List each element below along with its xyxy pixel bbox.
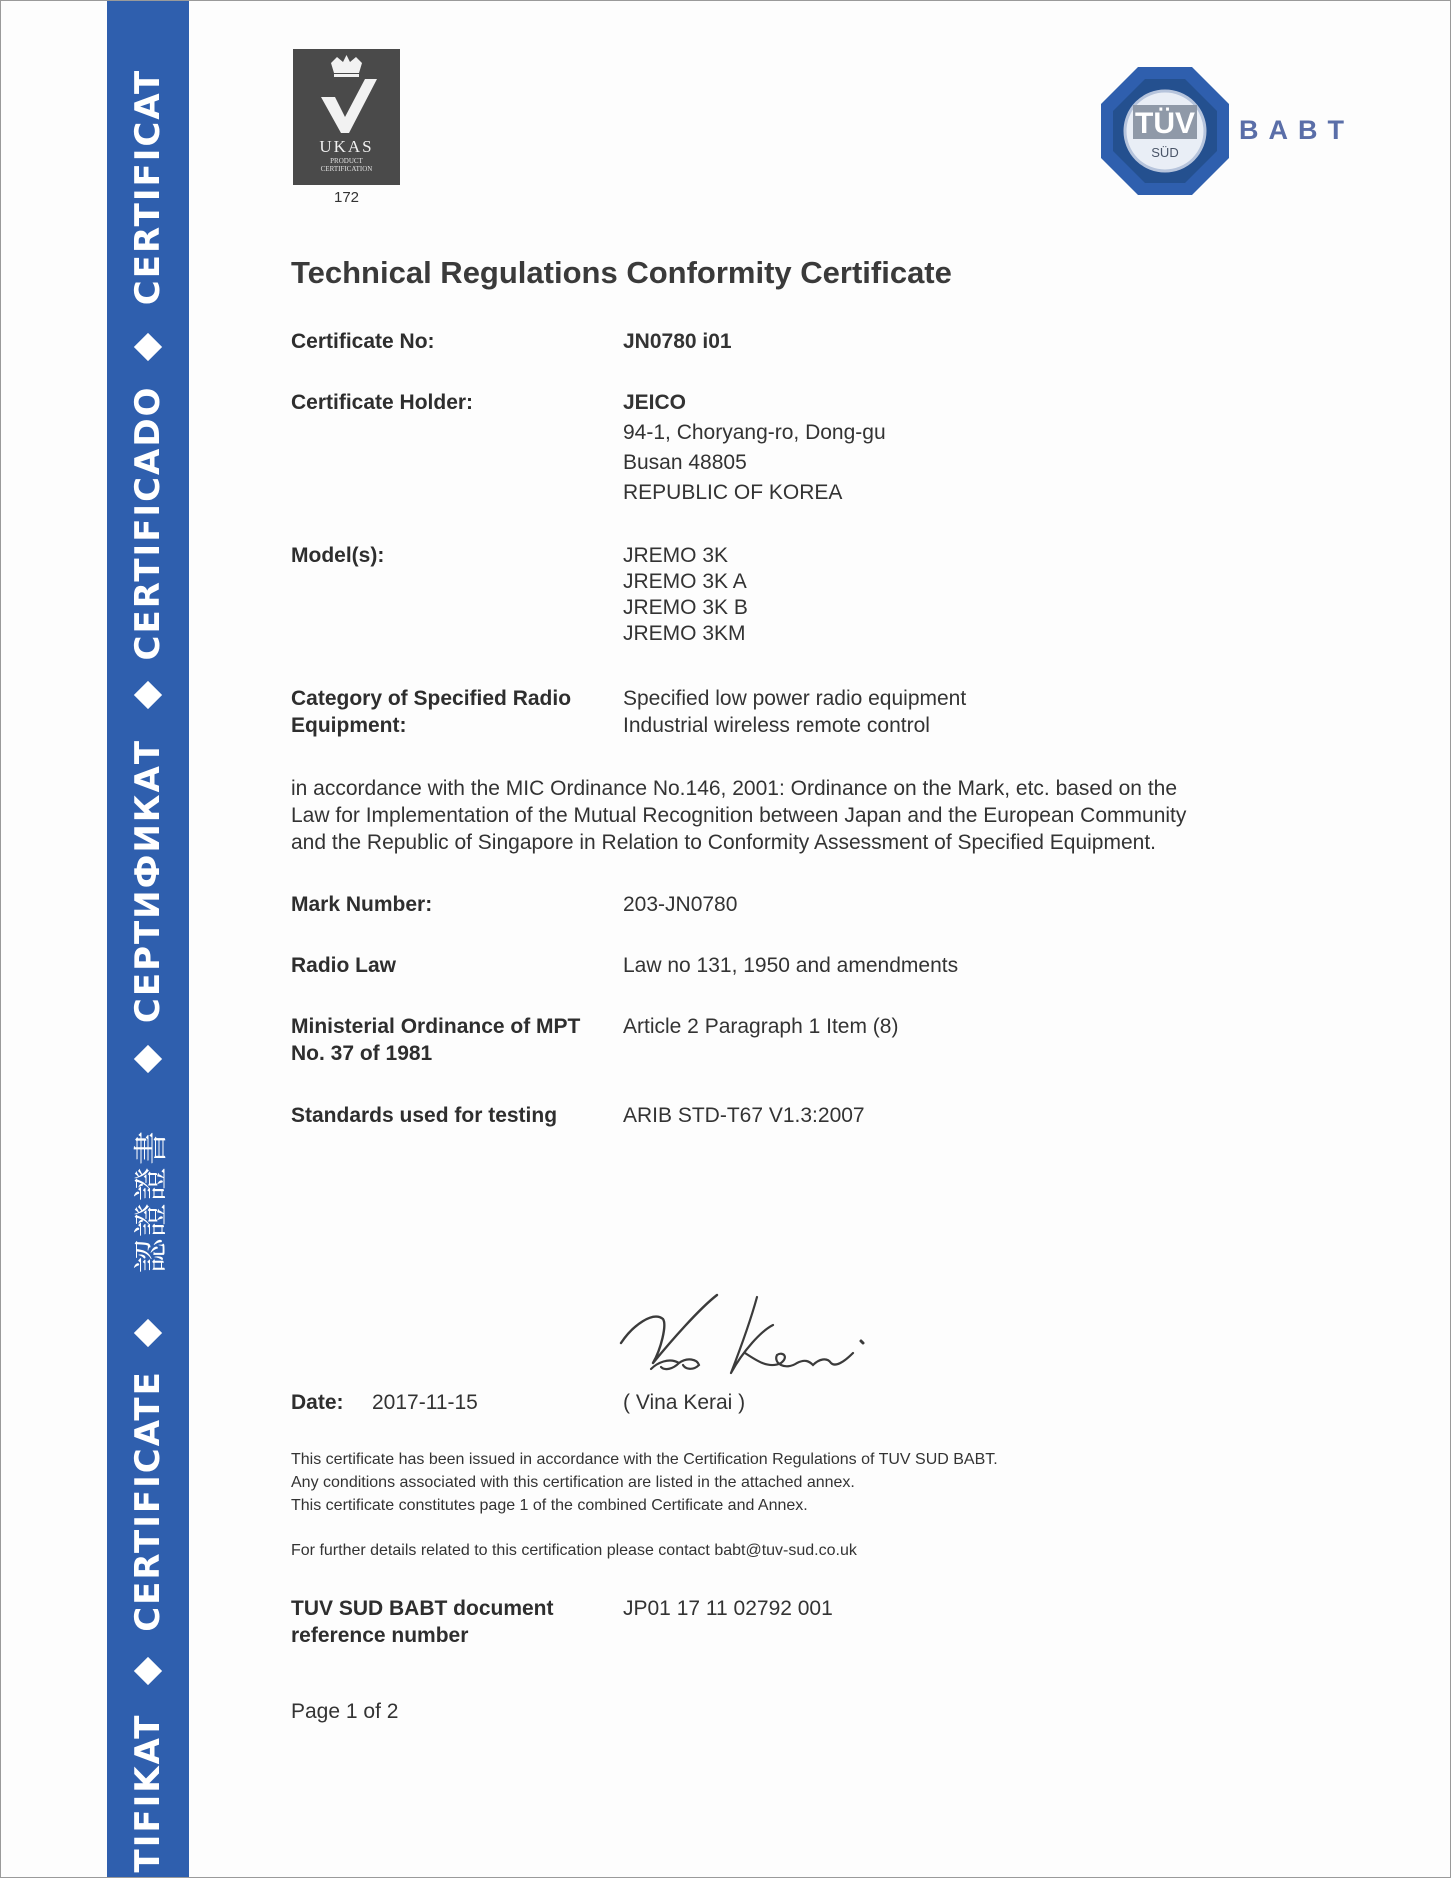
side-banner xyxy=(107,1,189,1877)
holder-label: Certificate Holder: xyxy=(291,391,474,414)
banner-word-certificate: CERTIFICATE xyxy=(128,1370,168,1632)
model-item: JREMO 3K A xyxy=(623,570,747,593)
banner-diamond-icon xyxy=(134,1657,162,1685)
ukas-logo xyxy=(293,49,400,185)
banner-word-certificado: CERTIFICADO xyxy=(128,385,168,661)
banner-word-certificat: CERTIFICAT xyxy=(128,68,168,306)
model-item: JREMO 3K B xyxy=(623,596,748,619)
banner-diamond-icon xyxy=(134,333,162,361)
banner-word-tifikat: TIFIKAT xyxy=(128,1713,168,1873)
crown-tick-icon xyxy=(293,49,400,139)
reference-value: JP01 17 11 02792 001 xyxy=(623,1597,833,1620)
signatory-name: ( Vina Kerai ) xyxy=(623,1391,746,1414)
notes-block: This certificate has been issued in accordance with the Certification Regulations of TUV SUD BABT. Any conditions associated with this certification are listed in the attached annex. This certificate constitutes page 1 of the combined Certificate and Annex. xyxy=(291,1451,998,1514)
ukas-number: 172 xyxy=(333,189,360,206)
mark-number-value: 203-JN0780 xyxy=(623,893,738,916)
standards-value: ARIB STD-T67 V1.3:2007 xyxy=(623,1104,865,1127)
category-label: Category of Specified Radio Equipment: xyxy=(291,687,572,737)
ordinance-label: Ministerial Ordinance of MPT No. 37 of 1981 xyxy=(291,1015,581,1065)
tuv-text: TÜV xyxy=(1135,107,1195,140)
date-label: Date: xyxy=(291,1391,344,1414)
accordance-paragraph: in accordance with the MIC Ordinance No.146, 2001: Ordinance on the Mark, etc. based on the Law for Implementation of the Mutual Recognition between Japan and the European Community and the Republic of Singapore in Relation to Conformity Assessment of Specified Equipment. xyxy=(291,777,1187,854)
category-value: Specified low power radio equipment Industrial wireless remote control xyxy=(623,687,967,737)
banner-diamond-icon xyxy=(134,1045,162,1073)
holder-address-line1: 94-1, Choryang-ro, Dong-gu xyxy=(623,421,886,444)
ukas-title: UKAS xyxy=(319,137,374,156)
radio-law-label: Radio Law xyxy=(291,954,397,977)
ordinance-value: Article 2 Paragraph 1 Item (8) xyxy=(623,1015,899,1038)
models-label: Model(s): xyxy=(291,544,385,567)
date-value: 2017-11-15 xyxy=(372,1391,478,1414)
holder-address-line3: REPUBLIC OF KOREA xyxy=(623,481,843,504)
standards-label: Standards used for testing xyxy=(291,1104,558,1127)
certificate-no-value: JN0780 i01 xyxy=(623,330,732,353)
signature-image xyxy=(613,1289,875,1391)
model-item: JREMO 3K xyxy=(623,544,729,567)
banner-diamond-icon xyxy=(134,681,162,709)
banner-word-cjk: 認證證書 xyxy=(131,1129,172,1273)
tuv-sud-logo xyxy=(1099,65,1231,197)
contact-note: For further details related to this certification please contact babt@tuv-sud.co.uk xyxy=(291,1542,857,1559)
certificate-title: Technical Regulations Conformity Certificate xyxy=(291,255,952,290)
certificate-no-label: Certificate No: xyxy=(291,330,435,353)
banner-diamond-icon xyxy=(134,1319,162,1347)
page-number: Page 1 of 2 xyxy=(291,1700,399,1723)
babt-wordmark: BABT xyxy=(1239,115,1354,145)
holder-address-line2: Busan 48805 xyxy=(623,451,747,474)
banner-word-sertifikat: СЕРТИФИКАТ xyxy=(128,738,168,1024)
holder-name: JEICO xyxy=(623,391,687,414)
tuv-sud-text: SÜD xyxy=(1151,145,1179,160)
model-item: JREMO 3KM xyxy=(623,622,746,645)
ukas-subtitle: PRODUCT CERTIFICATION xyxy=(320,157,373,173)
mark-number-label: Mark Number: xyxy=(291,893,433,916)
reference-label: TUV SUD BABT document reference number xyxy=(291,1597,554,1647)
radio-law-value: Law no 131, 1950 and amendments xyxy=(623,954,959,977)
